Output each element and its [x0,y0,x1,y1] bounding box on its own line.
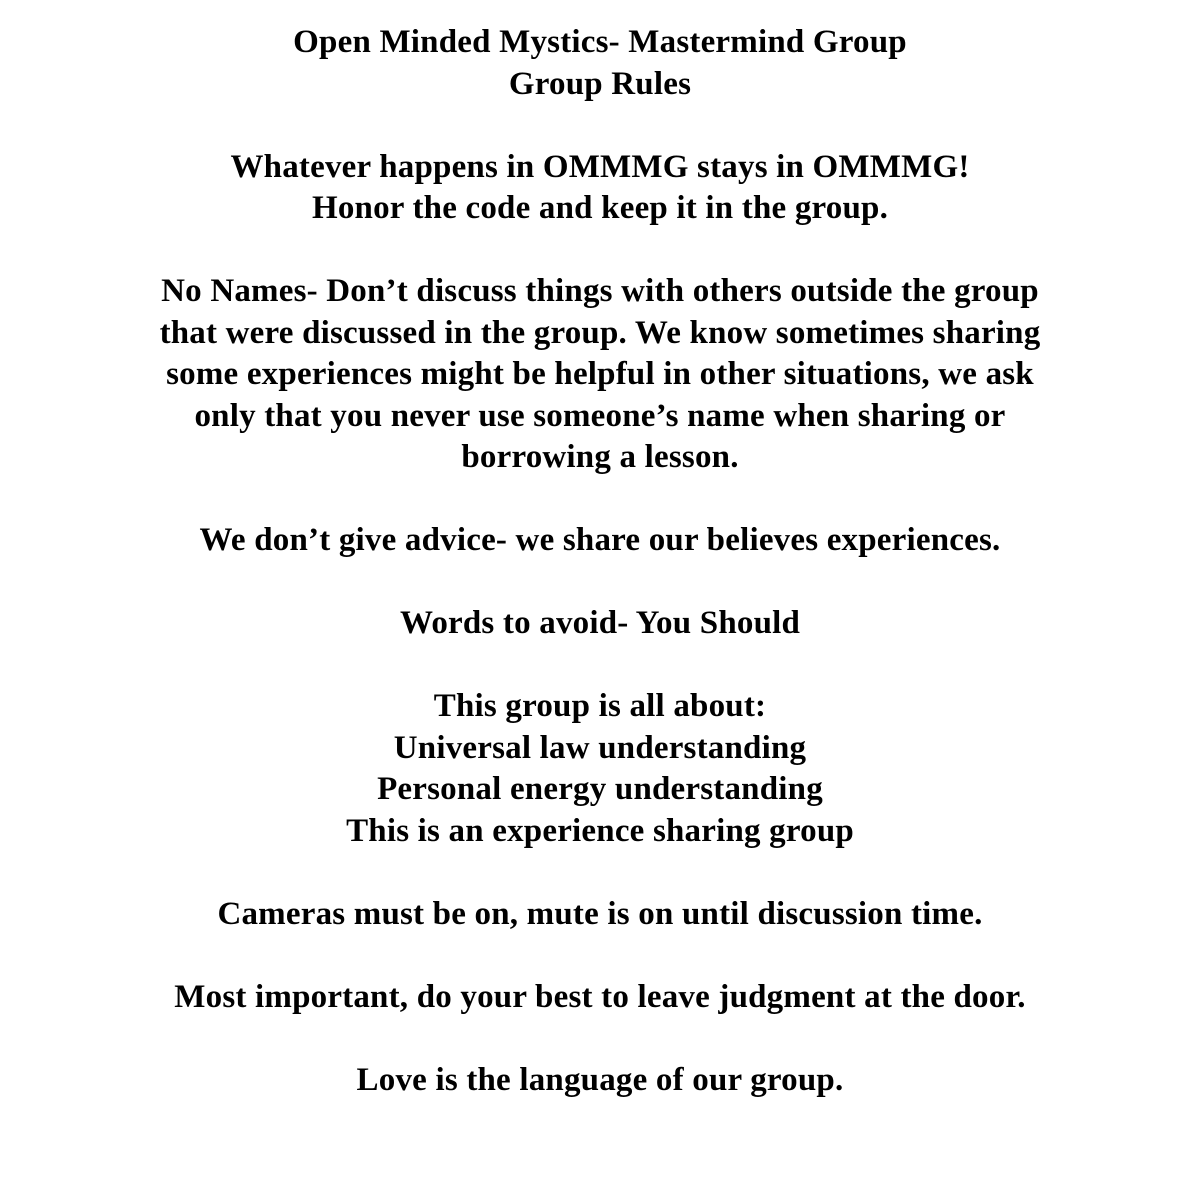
spacer [60,230,1140,272]
rule-no-names-line-5: borrowing a lesson. [461,439,739,475]
document-title: Open Minded Mystics- Mastermind Group [293,24,907,60]
about-item-personal-energy: Personal energy understanding [377,771,823,807]
rule-no-names-line-4: only that you never use someone’s name when sharing or [194,397,1006,434]
rule-words-to-avoid: Words to avoid- You Should [399,605,801,641]
rule-no-names-line-2: that were discussed in the group. We know sometimes sharing [159,314,1041,351]
document-subtitle: Group Rules [508,65,692,102]
spacer [60,1018,1140,1060]
rule-no-advice: We don’t give advice- we share our believes experiences. [199,522,1001,558]
about-item-experience-sharing: This is an experience sharing group [346,812,854,849]
group-rules-document [60,22,1140,1101]
rule-cameras: Cameras must be on, mute is on until discussion time. [217,895,983,932]
spacer [60,852,1140,894]
rule-confidentiality-line-2: Honor the code and keep it in the group. [311,190,889,226]
rule-confidentiality-line-1: Whatever happens in OMMMG stays in OMMMG! [230,148,970,185]
spacer [60,645,1140,687]
rule-no-names-line-3: some experiences might be helpful in other situations, we ask [166,356,1034,392]
spacer [60,105,1140,147]
spacer [60,562,1140,604]
about-item-universal-law: Universal law understanding [393,729,807,766]
rule-no-judgment: Most important, do your best to leave judgment at the door. [174,978,1026,1015]
rule-no-names-line-1: No Names- Don’t discuss things with others outside the group [161,273,1039,309]
about-heading: This group is all about: [433,688,767,724]
spacer [60,479,1140,521]
closing-line: Love is the language of our group. [356,1061,844,1098]
spacer [60,935,1140,977]
